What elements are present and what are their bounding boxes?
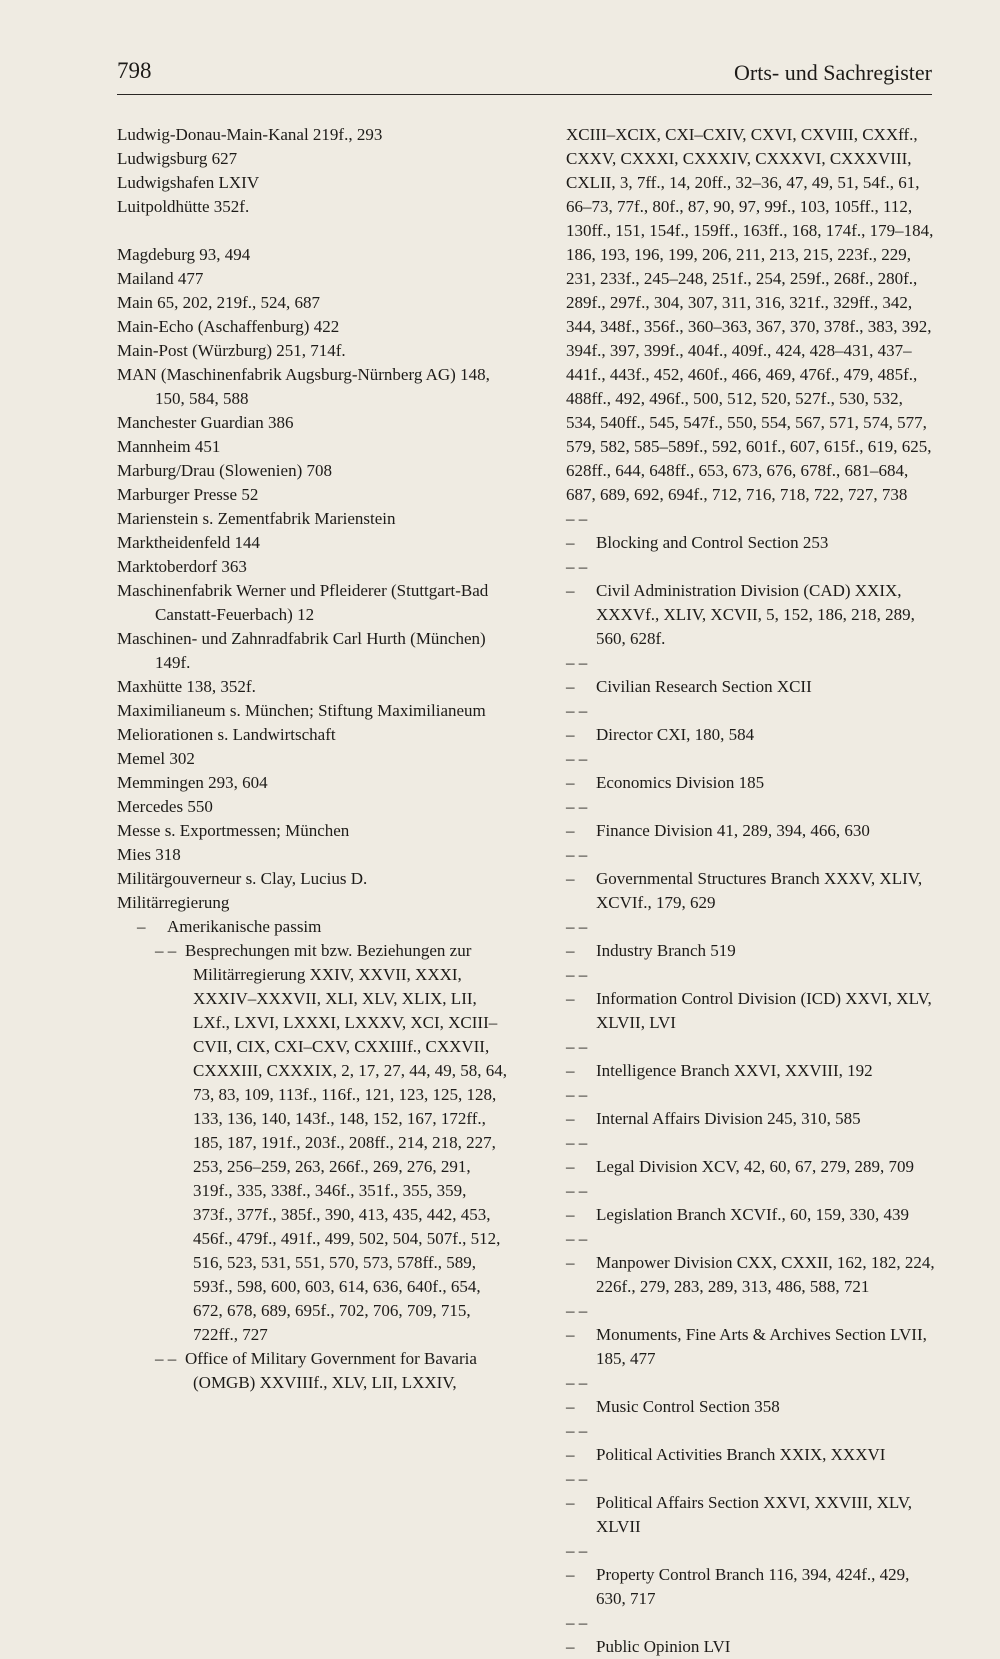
subentry-text: Manpower Division CXX, CXXII, 162, 182, 224, 226f., 279, 283, 289, 313, 486, 588, 721 bbox=[596, 1253, 935, 1296]
index-subentry bbox=[117, 915, 509, 939]
index-entry: Ludwigshafen LXIV bbox=[117, 173, 260, 192]
index-group-lu bbox=[117, 123, 509, 219]
entry-dash: – – – bbox=[566, 1373, 588, 1416]
entry-dash: – – – bbox=[566, 1301, 588, 1344]
index-entry: Marktheidenfeld 144 bbox=[117, 533, 261, 552]
entry-dash: – – – bbox=[566, 1181, 588, 1224]
index-entry: Marienstein s. Zementfabrik Marienstein bbox=[117, 509, 396, 528]
entry-dash: – – – bbox=[566, 1421, 588, 1464]
index-subentry bbox=[566, 699, 936, 747]
index-group-m bbox=[117, 243, 509, 915]
entry-dash: – – – bbox=[566, 965, 588, 1008]
subentry-text: Political Affairs Section XXVI, XXVIII, XLV, XLVII bbox=[596, 1493, 913, 1536]
entry-dash: – – – bbox=[566, 1085, 588, 1128]
entry-dash: – – – bbox=[566, 653, 588, 696]
index-entry: Magdeburg 93, 494 bbox=[117, 245, 251, 264]
subentry-text: Director CXI, 180, 584 bbox=[596, 725, 755, 744]
subentry-text: Public Opinion LVI bbox=[596, 1637, 731, 1656]
index-entry-continuation: XCIII–XCIX, CXI–CXIV, CXVI, CXVIII, CXXff., CXXV, CXXXI, CXXXIV, CXXXVI, CXXXVIII, CXLII, 3, 7ff., 14, 20ff., 32–36, 47, 49, 51, 54f., 61, 66–73, 77f., 80f., 87, 90, 97, 99f., 103, 105ff., 112, 130ff., 151, 154f., 159ff., 163ff., 168, 174f., 179–184, 186, 193, 196, 199, 206, 211, 213, 215, 223f., 229, 231, 233f., 245–248, 251f., 254, 259f., 268f., 280f., 289f., 297f., 304, 307, 311, 316, 321f., 329ff., 342, 344, 348f., 356f., 360–363, 367, 370, 378f., 383, 392, 394f., 397, 399f., 404f., 409f., 424, 428–431, 437–441f., 443f., 452, 460f., 466, 469, 476f., 479, 485f., 488ff., 492, 496f., 500, 512, 520, 527f., 530, 532, 534, 540ff., 545, 547f., 550, 554, 567, 571, 574, 577, 579, 582, 585–589f., 592, 601f., 607, 615f., 619, 625, 628ff., 644, 648ff., 653, 673, 676, 678f., 681–684, 687, 689, 692, 694f., 712, 716, 718, 722, 727, 738 bbox=[566, 125, 934, 504]
index-entry: Maschinenfabrik Werner und Pfleiderer (Stuttgart-Bad Canstatt-Feuerbach) 12 bbox=[117, 581, 489, 624]
index-subentry bbox=[566, 651, 936, 699]
subentry-text: Governmental Structures Branch XXXV, XLIV, XCVIf., 179, 629 bbox=[596, 869, 923, 912]
group-spacer bbox=[117, 219, 509, 243]
subentry-text: Amerikanische passim bbox=[167, 917, 322, 936]
index-subentry bbox=[566, 1539, 936, 1611]
subentry-text: Property Control Branch 116, 394, 424f., 429, 630, 717 bbox=[596, 1565, 910, 1608]
index-entry: Memel 302 bbox=[117, 749, 195, 768]
entry-dash: – – – bbox=[566, 701, 588, 744]
index-entry: Marburg/Drau (Slowenien) 708 bbox=[117, 461, 332, 480]
index-entry: Militärgouverneur s. Clay, Lucius D. bbox=[117, 869, 368, 888]
index-subentry bbox=[566, 747, 936, 795]
subentry-text: Economics Division 185 bbox=[596, 773, 765, 792]
subentry-text: Legislation Branch XCVIf., 60, 159, 330, 439 bbox=[596, 1205, 910, 1224]
page-number: 798 bbox=[117, 58, 152, 83]
subentry-text: Blocking and Control Section 253 bbox=[596, 533, 829, 552]
page-header bbox=[117, 58, 932, 98]
index-entry: Maximilianeum s. München; Stiftung Maximilianeum bbox=[117, 701, 486, 720]
index-subentry bbox=[566, 507, 936, 555]
index-entry: Main-Post (Würzburg) 251, 714f. bbox=[117, 341, 346, 360]
entry-dash: – bbox=[137, 917, 146, 936]
index-entry: MAN (Maschinenfabrik Augsburg-Nürnberg AG) 148, 150, 584, 588 bbox=[117, 365, 490, 408]
entry-dash: – – – bbox=[566, 1133, 588, 1176]
subentry-text: Civilian Research Section XCII bbox=[596, 677, 812, 696]
index-subentry bbox=[566, 795, 936, 843]
subentry-text: Besprechungen mit bzw. Beziehungen zur Militärregierung XXIV, XXVII, XXXI, XXXIV–XXXVII, XLI, XLV, XLIX, LII, LXf., LXVI, LXXXI, LXXXV, XCI, XCIII–CVII, CIX, CXI–CXV, CXXIIIf., CXXVII, CXXXIII, CXXXIX, 2, 17, 27, 44, 49, 58, 64, 73, 83, 109, 113f., 116f., 121, 123, 125, 128, 133, 136, 140, 143f., 148, 152, 167, 172ff., 185, 187, 191f., 203f., 208ff., 214, 218, 227, 253, 256–259, 263, 266f., 269, 276, 291, 319f., 335, 338f., 346f., 351f., 355, 359, 373f., 377f., 385f., 390, 413, 435, 442, 453, 456f., 479f., 491f., 499, 502, 504, 507f., 512, 516, 523, 531, 551, 570, 573, 578ff., 589, 593f., 598, 600, 603, 614, 636, 640f., 654, 672, 678, 689, 695f., 702, 706, 709, 715, 722ff., 727 bbox=[185, 941, 508, 1344]
index-entry: Mercedes 550 bbox=[117, 797, 213, 816]
subentry-text: Office of Military Government for Bavaria (OMGB) XXVIIIf., XLV, LII, LXXIV, bbox=[185, 1349, 477, 1392]
index-entry: Mies 318 bbox=[117, 845, 181, 864]
index-subentry bbox=[117, 1347, 509, 1395]
index-subentry bbox=[566, 1611, 936, 1659]
subentry-text: Finance Division 41, 289, 394, 466, 630 bbox=[596, 821, 870, 840]
entry-dash: – – bbox=[155, 1349, 177, 1368]
index-entry: Marburger Presse 52 bbox=[117, 485, 259, 504]
index-subentry bbox=[566, 1299, 936, 1371]
index-entry: Manchester Guardian 386 bbox=[117, 413, 294, 432]
right-column bbox=[566, 123, 936, 1659]
index-subentry bbox=[566, 1131, 936, 1179]
subentry-text: Industry Branch 519 bbox=[596, 941, 736, 960]
subentry-text: Legal Division XCV, 42, 60, 67, 279, 289, 709 bbox=[596, 1157, 914, 1176]
index-entry: Ludwig-Donau-Main-Kanal 219f., 293 bbox=[117, 125, 383, 144]
entry-dash: – – – bbox=[566, 917, 588, 960]
left-column bbox=[117, 123, 509, 1395]
index-subentry bbox=[566, 1083, 936, 1131]
index-subentry bbox=[566, 1035, 936, 1083]
subentry-text: Monuments, Fine Arts & Archives Section LVII, 185, 477 bbox=[596, 1325, 927, 1368]
index-subentry bbox=[566, 915, 936, 963]
header-rule bbox=[117, 94, 932, 95]
index-entry: Main-Echo (Aschaffenburg) 422 bbox=[117, 317, 340, 336]
index-entry: Marktoberdorf 363 bbox=[117, 557, 247, 576]
index-subentry bbox=[566, 1179, 936, 1227]
entry-dash: – – – bbox=[566, 1229, 588, 1272]
entry-dash: – – – bbox=[566, 797, 588, 840]
entry-dash: – – – bbox=[566, 509, 588, 552]
index-subentry bbox=[117, 939, 509, 1347]
entry-dash: – – – bbox=[566, 1613, 588, 1656]
entry-dash: – – – bbox=[566, 1469, 588, 1512]
running-head: Orts- und Sachregister bbox=[734, 60, 932, 85]
subentry-text: Music Control Section 358 bbox=[596, 1397, 780, 1416]
entry-dash: – – – bbox=[566, 1037, 588, 1080]
index-subentry bbox=[566, 1227, 936, 1299]
index-entry: Memmingen 293, 604 bbox=[117, 773, 268, 792]
subentry-text: Intelligence Branch XXVI, XXVIII, 192 bbox=[596, 1061, 873, 1080]
entry-dash: – – – bbox=[566, 845, 588, 888]
index-subentry bbox=[566, 843, 936, 915]
subentry-text: Information Control Division (ICD) XXVI, XLV, XLVII, LVI bbox=[596, 989, 932, 1032]
index-subentry bbox=[566, 1419, 936, 1467]
index-subentry bbox=[566, 555, 936, 651]
index-entry: Maschinen- und Zahnradfabrik Carl Hurth (München) 149f. bbox=[117, 629, 486, 672]
index-entry: Main 65, 202, 219f., 524, 687 bbox=[117, 293, 321, 312]
index-entry: Meliorationen s. Landwirtschaft bbox=[117, 725, 336, 744]
entry-dash: – – – bbox=[566, 749, 588, 792]
index-entry: Mannheim 451 bbox=[117, 437, 221, 456]
entry-dash: – – bbox=[155, 941, 177, 960]
index-subentry bbox=[566, 963, 936, 1035]
subentry-text: Internal Affairs Division 245, 310, 585 bbox=[596, 1109, 861, 1128]
subentry-text: Civil Administration Division (CAD) XXIX, XXXVf., XLIV, XCVII, 5, 152, 186, 218, 289, 560, 628f. bbox=[596, 581, 915, 648]
entry-dash: – – – bbox=[566, 557, 588, 600]
index-entry: Luitpoldhütte 352f. bbox=[117, 197, 250, 216]
entry-dash: – – – bbox=[566, 1541, 588, 1584]
index-subentry bbox=[566, 1467, 936, 1539]
index-entry: Mailand 477 bbox=[117, 269, 204, 288]
index-entry: Ludwigsburg 627 bbox=[117, 149, 238, 168]
index-entry: Messe s. Exportmessen; München bbox=[117, 821, 350, 840]
index-entry: Maxhütte 138, 352f. bbox=[117, 677, 256, 696]
index-entry: Militärregierung bbox=[117, 893, 230, 912]
index-subentry bbox=[566, 1371, 936, 1419]
subentry-text: Political Activities Branch XXIX, XXXVI bbox=[596, 1445, 886, 1464]
